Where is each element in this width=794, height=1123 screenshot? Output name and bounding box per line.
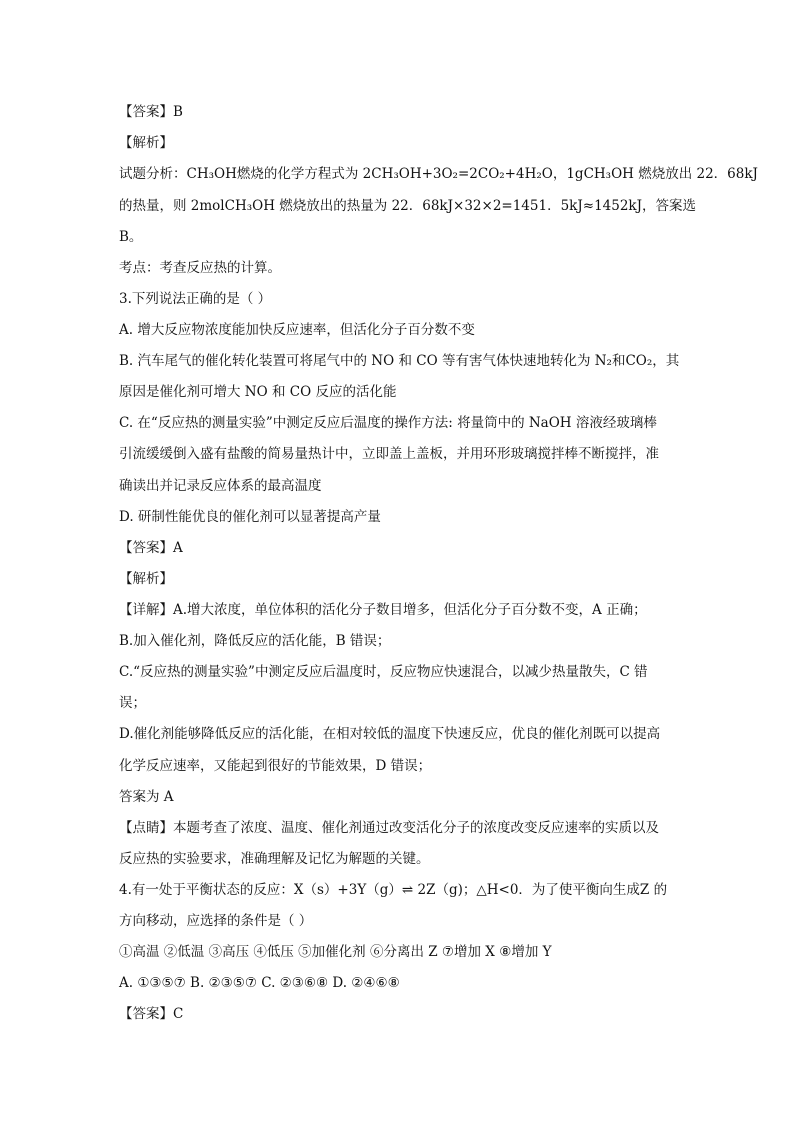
question-3-option-a: A. 增大反应物浓度能加快反应速率，但活化分子百分数不变 xyxy=(119,322,475,338)
answer-label: 【答案】A xyxy=(119,540,183,556)
analysis-label: 【解析】 xyxy=(119,571,173,587)
detail-line: D.催化剂能够降低反应的活化能，在相对较低的温度下快速反应，优良的催化剂既可以提高 xyxy=(119,726,661,742)
question-3-option-b: B. 汽车尾气的催化转化装置可将尾气中的 NO 和 CO 等有害气体快速地转化为 N₂和CO₂，其 xyxy=(119,353,680,369)
question-3-stem: 3.下列说法正确的是（ ） xyxy=(119,291,272,307)
explanation-line: B。 xyxy=(119,229,143,245)
kaodian-line: 考点：考查反应热的计算。 xyxy=(119,260,281,276)
question-3-option-d: D. 研制性能优良的催化剂可以显著提高产量 xyxy=(119,509,381,525)
answer-label: 【答案】B xyxy=(119,104,183,120)
dianjing-line: 【点睛】本题考查了浓度、温度、催化剂通过改变活化分子的浓度改变反应速率的实质以及 xyxy=(119,820,659,836)
answer-label: 【答案】C xyxy=(119,1006,184,1022)
analysis-label: 【解析】 xyxy=(119,135,173,151)
question-3-option-b-cont: 原因是催化剂可增大 NO 和 CO 反应的活化能 xyxy=(119,384,397,400)
question-4-stem: 4.有一处于平衡状态的反应：X（s）+3Y（g）⇌ 2Z（g)；△H<0．为了使平衡向生成Z 的 xyxy=(119,882,668,898)
detail-line: 答案为 A xyxy=(119,789,174,805)
detail-line: 化学反应速率，又能起到很好的节能效果，D 错误； xyxy=(119,758,432,774)
explanation-line: 试题分析：CH₃OH燃烧的化学方程式为 2CH₃OH+3O₂=2CO₂+4H₂O，1gCH₃OH 燃烧放出 22．68kJ xyxy=(119,166,758,182)
question-3-option-c: C. 在“反应热的测量实验”中测定反应后温度的操作方法: 将量筒中的 NaOH 溶液经玻璃棒 xyxy=(119,415,657,431)
question-4-options: A. ①③⑤⑦ B. ②③⑤⑦ C. ②③⑥⑧ D. ②④⑥⑧ xyxy=(119,975,400,991)
explanation-line: 的热量，则 2molCH₃OH 燃烧放出的热量为 22．68kJ×32×2=1451．5kJ≈1452kJ，答案选 xyxy=(119,198,697,214)
dianjing-line: 反应热的实验要求，准确理解及记忆为解题的关键。 xyxy=(119,851,430,867)
question-3-option-c-cont: 确读出并记录反应体系的最高温度 xyxy=(119,478,322,494)
detail-line: C.“反应热的测量实验”中测定反应后温度时，反应物应快速混合，以减少热量散失，C 错 xyxy=(119,664,648,680)
detail-line: 【详解】A.增大浓度，单位体积的活化分子数目增多，但活化分子百分数不变，A 正确； xyxy=(119,602,647,618)
question-3-option-c-cont: 引流缓缓倒入盛有盐酸的简易量热计中，立即盖上盖板，并用环形玻璃搅拌棒不断搅拌，准 xyxy=(119,446,659,462)
question-4-conditions: ①高温 ②低温 ③高压 ④低压 ⑤加催化剂 ⑥分离出 Z ⑦增加 X ⑧增加 Y xyxy=(119,944,552,960)
detail-line: B.加入催化剂，降低反应的活化能，B 错误； xyxy=(119,633,391,649)
question-4-stem-cont: 方向移动，应选择的条件是（ ） xyxy=(119,913,313,929)
detail-line: 误； xyxy=(119,695,146,711)
